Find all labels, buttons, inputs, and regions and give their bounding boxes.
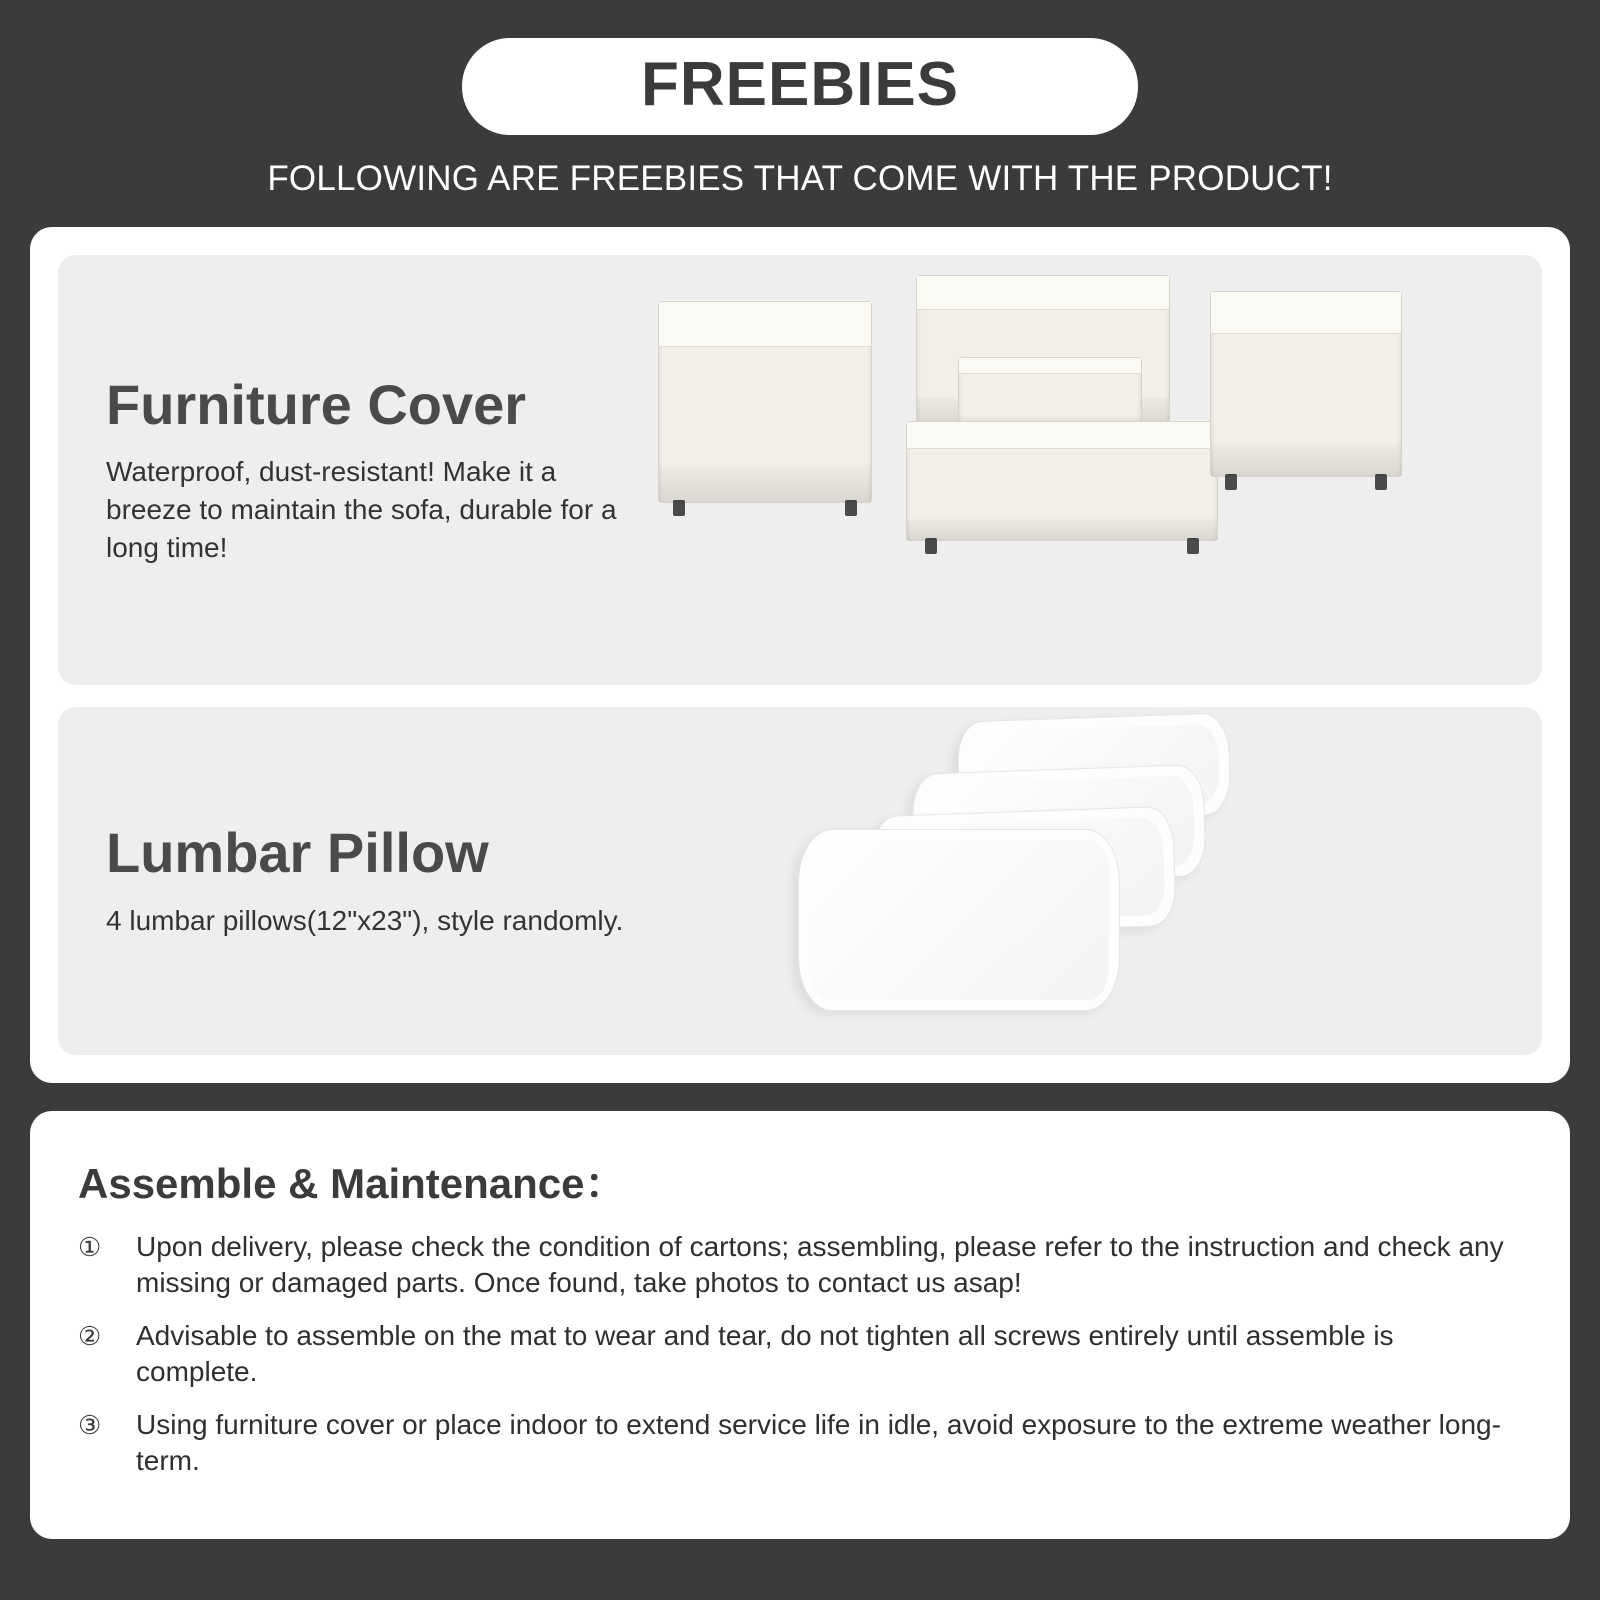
freebie-description: Waterproof, dust-resistant! Make it a breeze to maintain the sofa, durable for a long time! <box>106 456 617 563</box>
freebie-heading: Furniture Cover <box>106 372 527 436</box>
furniture-cover-chair-right-icon <box>1210 291 1402 477</box>
freebie-heading: Lumbar Pillow <box>106 821 489 885</box>
list-item <box>78 1407 1522 1480</box>
list-item-number: ① <box>78 1232 102 1263</box>
list-item-text: Using furniture cover or place indoor to extend service life in idle, avoid exposure to the extreme weather long-term. <box>136 1408 1501 1477</box>
page-subtitle: FOLLOWING ARE FREEBIES THAT COME WITH THE PRODUCT! <box>267 159 1333 199</box>
freebie-text-block <box>58 822 658 939</box>
page-title: FREEBIES <box>640 50 960 119</box>
furniture-cover-coffee-table-icon <box>906 421 1218 541</box>
list-item-number: ② <box>78 1320 102 1351</box>
list-item-number: ③ <box>78 1409 102 1440</box>
page-title-pill <box>462 38 1138 135</box>
pillow-icon <box>798 829 1120 1011</box>
list-item <box>78 1229 1522 1302</box>
freebies-card <box>30 227 1570 1083</box>
list-item-text: Advisable to assemble on the mat to wear and tear, do not tighten all screws entirely until assemble is complete. <box>136 1319 1394 1388</box>
freebie-description: 4 lumbar pillows(12"x23"), style randomly. <box>106 904 624 936</box>
assemble-maintenance-card <box>30 1111 1570 1539</box>
freebie-text-block <box>58 374 658 567</box>
furniture-cover-illustration <box>658 255 1542 685</box>
list-item <box>78 1318 1522 1391</box>
freebie-panel-lumbar-pillow <box>58 707 1542 1055</box>
list-item-text: Upon delivery, please check the condition of cartons; assembling, please refer to the instruction and check any missing or damaged parts. Once found, take photos to contact us asap! <box>136 1231 1504 1299</box>
furniture-cover-chair-left-icon <box>658 301 872 503</box>
page-header <box>30 0 1570 199</box>
assemble-maintenance-heading: Assemble & Maintenance： <box>78 1160 627 1208</box>
furniture-cover-small-table-icon <box>958 357 1142 429</box>
freebie-panel-furniture-cover <box>58 255 1542 685</box>
lumbar-pillow-illustration <box>658 707 1542 1055</box>
